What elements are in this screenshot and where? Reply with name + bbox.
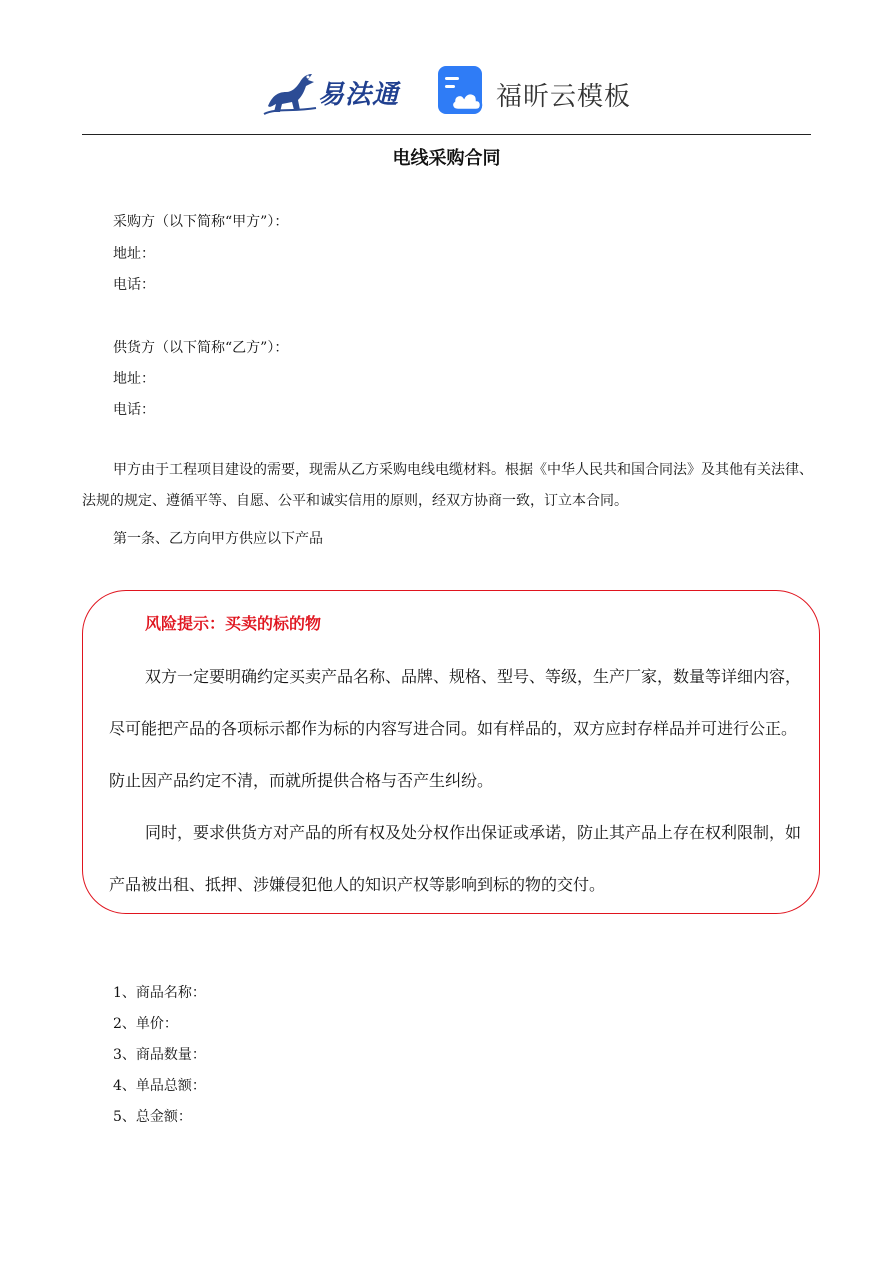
party-a-address: 地址： xyxy=(113,246,155,262)
document-title: 电线采购合同 xyxy=(392,148,501,169)
yifatong-logo xyxy=(262,62,412,118)
party-b-label: 供货方（以下简称“乙方”）： xyxy=(113,340,289,356)
party-a-phone: 电话： xyxy=(113,277,155,293)
risk-warning-paragraph: 同时，要求供货方对产品的所有权及处分权作出保证或承诺，防止其产品上存在权利限制，如产品被出租、抵押、涉嫌侵犯他人的知识产权等影响到标的物的交付。 xyxy=(109,823,802,894)
item-subtotal: 4、单品总额： xyxy=(113,1078,206,1094)
item-quantity: 3、商品数量： xyxy=(113,1047,206,1063)
yifatong-logo-text: 易法通 xyxy=(318,80,400,110)
page-header xyxy=(0,58,893,124)
preamble-paragraph: 甲方由于工程项目建设的需要，现需从乙方采购电线电缆材料。根据《中华人民共和国合同法》及其他有关法律、法规的规定、遵循平等、自愿、公平和诚实信用的原则，经双方协商一致，订立本合同。 xyxy=(82,462,813,509)
foxit-cloud-template-logo xyxy=(436,64,636,120)
cloud-document-icon xyxy=(436,64,488,118)
item-unit-price: 2、单价： xyxy=(113,1016,178,1032)
party-a-label: 采购方（以下简称“甲方”）： xyxy=(113,214,289,230)
party-b-phone: 电话： xyxy=(113,402,155,418)
item-total-amount: 5、总金额： xyxy=(113,1109,192,1125)
party-b-address: 地址： xyxy=(113,371,155,387)
risk-warning-paragraph: 双方一定要明确约定买卖产品名称、品牌、规格、型号、等级，生产厂家，数量等详细内容，尽可能把产品的各项标示都作为标的内容写进合同。如有样品的，双方应封存样品并可进行公正。防止因产品约定不清，而就所提供合格与否产生纠纷。 xyxy=(109,667,802,790)
article-1: 第一条、乙方向甲方供应以下产品 xyxy=(113,531,323,547)
item-product-name: 1、商品名称： xyxy=(113,985,206,1001)
foxit-logo-text: 福昕云模板 xyxy=(496,82,632,112)
risk-warning-box xyxy=(82,590,820,914)
risk-warning-title: 风险提示：买卖的标的物 xyxy=(145,614,322,633)
qilin-icon xyxy=(262,62,318,118)
header-divider xyxy=(82,134,811,135)
